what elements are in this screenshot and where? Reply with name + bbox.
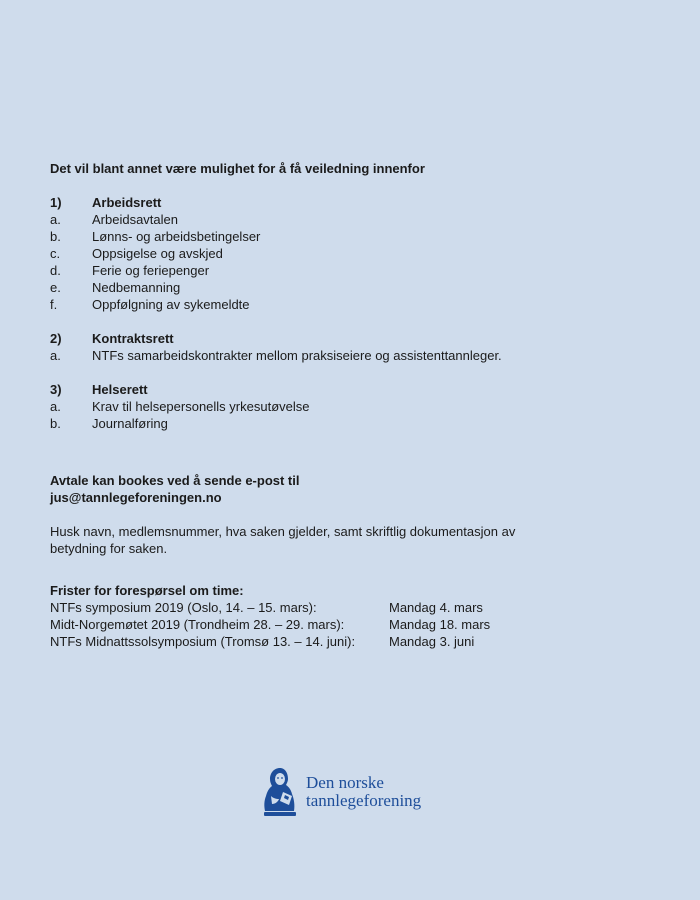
deadline-event: NTFs Midnattssolsymposium (Tromsø 13. – 14. juni): [50, 634, 356, 649]
section-heading [50, 381, 650, 398]
section-title: Arbeidsrett [92, 195, 162, 210]
item-text: Journalføring [92, 416, 168, 431]
section-heading [50, 194, 650, 211]
reminder-note: Husk navn, medlemsnummer, hva saken gjelder, samt skriftlig dokumentasjon av betydning for saken. [50, 524, 516, 556]
deadline-date: Mandag 3. juni [389, 634, 475, 649]
section-kontraktsrett [50, 330, 650, 364]
deadline-row [50, 599, 650, 616]
section-helserett [50, 381, 650, 432]
section-number: 3) [50, 382, 62, 397]
section-number: 1) [50, 195, 62, 210]
list-item [50, 347, 650, 364]
list-item [50, 262, 650, 279]
item-text: Oppfølgning av sykemeldte [92, 297, 250, 312]
section-arbeidsrett [50, 194, 650, 313]
logo-wordmark [306, 774, 421, 810]
item-marker: c. [50, 246, 61, 261]
item-text: Arbeidsavtalen [92, 212, 178, 227]
deadlines-title: Frister for forespørsel om time: [50, 583, 244, 598]
item-marker: d. [50, 263, 61, 278]
deadline-date: Mandag 4. mars [389, 600, 483, 615]
apollonia-seal-icon [262, 766, 298, 818]
list-item [50, 279, 650, 296]
booking-info [50, 472, 650, 506]
section-title: Helserett [92, 382, 148, 397]
section-heading [50, 330, 650, 347]
item-marker: a. [50, 348, 61, 363]
item-text: Nedbemanning [92, 280, 181, 295]
item-marker: a. [50, 399, 61, 414]
logo-line-2: tannlegeforening [306, 791, 422, 810]
item-text: Lønns- og arbeidsbetingelser [92, 229, 261, 244]
item-marker: b. [50, 416, 61, 431]
deadlines-block [50, 582, 650, 650]
logo-line-1: Den norske [306, 773, 384, 792]
document-body [50, 160, 650, 650]
item-marker: f. [50, 297, 58, 312]
section-title: Kontraktsrett [92, 331, 174, 346]
list-item [50, 245, 650, 262]
item-text: Ferie og feriepenger [92, 263, 210, 278]
list-item [50, 415, 650, 432]
item-text: NTFs samarbeidskontrakter mellom praksiseiere og assistenttannleger. [92, 348, 502, 363]
section-number: 2) [50, 331, 62, 346]
item-text: Oppsigelse og avskjed [92, 246, 223, 261]
deadline-row [50, 633, 650, 650]
list-item [50, 211, 650, 228]
item-marker: e. [50, 280, 61, 295]
deadline-event: Midt-Norgemøtet 2019 (Trondheim 28. – 29. mars): [50, 617, 345, 632]
list-item [50, 398, 650, 415]
item-marker: b. [50, 229, 61, 244]
booking-text: Avtale kan bookes ved å sende e-post til [50, 473, 300, 488]
item-text: Krav til helsepersonells yrkesutøvelse [92, 399, 310, 414]
deadline-date: Mandag 18. mars [389, 617, 491, 632]
deadline-row [50, 616, 650, 633]
booking-email: jus@tannlegeforeningen.no [50, 490, 222, 505]
logo [262, 766, 421, 818]
intro-heading: Det vil blant annet være mulighet for å få veiledning innenfor [50, 161, 425, 176]
deadline-event: NTFs symposium 2019 (Oslo, 14. – 15. mars): [50, 600, 317, 615]
list-item [50, 296, 650, 313]
item-marker: a. [50, 212, 61, 227]
list-item [50, 228, 650, 245]
